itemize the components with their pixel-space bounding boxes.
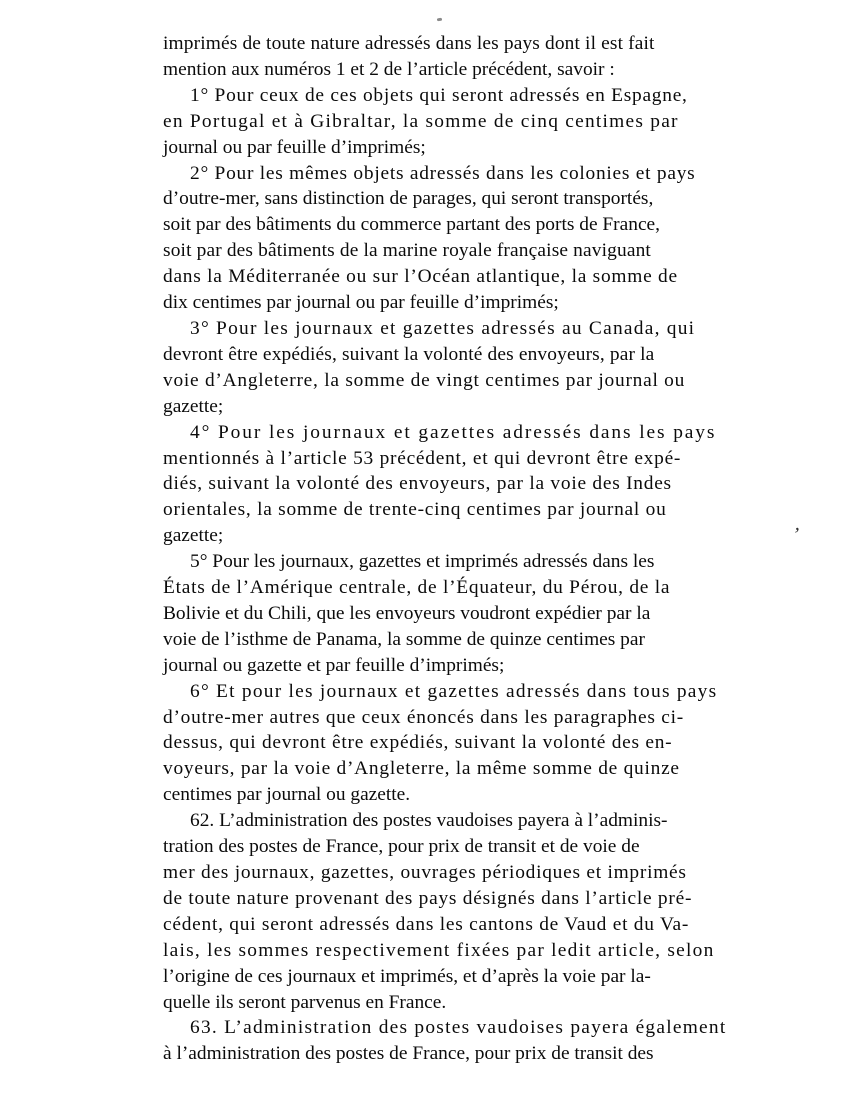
text-line: 5° Pour les journaux, gazettes et imprimés adressés dans les (190, 551, 655, 573)
text-line: gazette; (163, 525, 224, 547)
text-line: gazette; (163, 395, 224, 417)
text-line: soit par des bâtiments du commerce partant des ports de France, (163, 214, 660, 236)
text-line: mentionnés à l’article 53 précédent, et qui devront être expé- (163, 447, 682, 469)
page-text-block (163, 31, 727, 1067)
text-line: États de l’Amérique centrale, de l’Équateur, du Pérou, de la (163, 577, 671, 599)
text-line: 3° Pour les journaux et gazettes adressés au Canada, qui (190, 317, 696, 339)
text-line: orientales, la somme de trente-cinq centimes par journal ou (163, 499, 667, 521)
text-line: voie d’Angleterre, la somme de vingt centimes par journal ou (163, 369, 686, 391)
text-line: diés, suivant la volonté des envoyeurs, par la voie des Indes (163, 473, 672, 495)
text-line: à l’administration des postes de France, pour prix de transit des (163, 1043, 654, 1065)
text-line: d’outre-mer, sans distinction de parages, qui seront transportés, (163, 188, 654, 210)
text-line: en Portugal et à Gibraltar, la somme de cinq centimes par (163, 110, 679, 132)
text-line: imprimés de toute nature adressés dans les pays dont il est fait (163, 33, 655, 54)
text-line: 2° Pour les mêmes objets adressés dans les colonies et pays (190, 162, 696, 184)
text-line: mer des journaux, gazettes, ouvrages périodiques et imprimés (163, 862, 687, 883)
text-line: 63. L’administration des postes vaudoises payera également (190, 1017, 727, 1039)
text-line: voyeurs, par la voie d’Angleterre, la même somme de quinze (163, 758, 680, 780)
text-line: voie de l’isthme de Panama, la somme de quinze centimes par (163, 628, 645, 650)
text-line: 4° Pour les journaux et gazettes adressés dans les pays (190, 421, 717, 443)
text-line: lais, les sommes respectivement fixées par ledit article, selon (163, 939, 715, 961)
text-line: quelle ils seront parvenus en France. (163, 991, 447, 1013)
text-line: dans la Méditerranée ou sur l’Océan atlantique, la somme de (163, 266, 678, 288)
text-line: journal ou gazette et par feuille d’imprimés; (163, 654, 505, 676)
right-margin-mark: ’ (791, 523, 802, 547)
text-line: 62. L’administration des postes vaudoises payera à l’adminis- (190, 810, 668, 832)
text-line: soit par des bâtiments de la marine royale française naviguant (163, 240, 651, 262)
text-line: de toute nature provenant des pays désignés dans l’article pré- (163, 887, 693, 909)
text-line: dessus, qui devront être expédiés, suivant la volonté des en- (163, 732, 673, 754)
text-line: Bolivie et du Chili, que les envoyeurs voudront expédier par la (163, 602, 651, 624)
text-line: d’outre-mer autres que ceux énoncés dans les paragraphes ci- (163, 706, 684, 728)
text-line: cédent, qui seront adressés dans les cantons de Vaud et du Va- (163, 913, 690, 935)
text-line: journal ou par feuille d’imprimés; (163, 136, 426, 158)
text-line: 1° Pour ceux de ces objets qui seront adressés en Espagne, (190, 84, 688, 106)
text-line: devront être expédiés, suivant la volonté des envoyeurs, par la (163, 343, 655, 365)
text-line: centimes par journal ou gazette. (163, 784, 411, 806)
text-line: dix centimes par journal ou par feuille d’imprimés; (163, 292, 559, 314)
text-line: l’origine de ces journaux et imprimés, et d’après la voie par la- (163, 965, 651, 987)
text-line: tration des postes de France, pour prix de transit et de voie de (163, 836, 640, 858)
scan-speck-top (437, 18, 442, 22)
text-line: mention aux numéros 1 et 2 de l’article précédent, savoir : (163, 58, 615, 80)
text-line: 6° Et pour les journaux et gazettes adressés dans tous pays (190, 680, 718, 702)
